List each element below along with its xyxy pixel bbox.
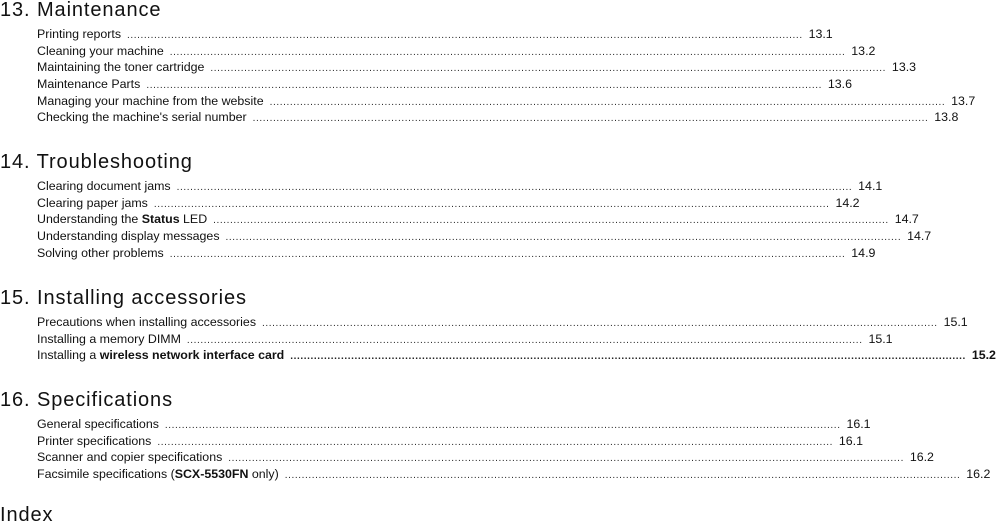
section-heading <box>0 0 161 20</box>
toc-entry[interactable] <box>37 93 976 110</box>
section-entries <box>0 314 996 364</box>
section-number: 13. <box>0 0 31 21</box>
toc-entry-label: Maintaining the toner cartridge <box>37 60 205 75</box>
dot-leader: ........................................................................................................................................................................................................ <box>252 113 929 125</box>
toc-entry[interactable] <box>37 433 863 450</box>
toc-entry-label: Clearing document jams <box>37 179 171 193</box>
dot-leader: ........................................................................................................................................................................................................ <box>176 182 853 193</box>
section-entries <box>0 178 932 261</box>
toc-entry-page: 13.8 <box>934 110 959 125</box>
section-title: Troubleshooting <box>36 151 193 173</box>
toc-entry-label: Printing reports <box>37 27 122 41</box>
dot-leader: ........................................................................................................................................................................................................ <box>262 318 938 329</box>
toc-entry-page: 15.1 <box>868 331 893 346</box>
dot-leader: ........................................................................................................................................................................................................ <box>153 198 830 210</box>
toc-entry-label: Clearing paper jams <box>37 195 148 210</box>
toc-entry-page: 14.7 <box>907 229 932 244</box>
label-part: only) <box>248 467 279 482</box>
dot-leader: ........................................................................................................................................................................................................ <box>157 436 833 448</box>
section-title: Installing accessories <box>36 287 247 309</box>
dot-leader: ........................................................................................................................................................................................................ <box>228 453 904 465</box>
section-title: Maintenance <box>36 0 162 21</box>
dot-leader: ........................................................................................................................................................................................................ <box>290 351 966 363</box>
toc-entry[interactable] <box>37 449 934 466</box>
label-bold-part: Status <box>141 212 180 227</box>
toc-entry-page: 14.9 <box>851 245 876 260</box>
section-title: Index <box>0 504 54 526</box>
dot-leader: ........................................................................................................................................................................................................ <box>213 215 889 227</box>
toc-entry[interactable] <box>37 59 917 76</box>
toc-entry-page: 16.1 <box>846 417 871 431</box>
toc-entry-label: Solving other problems <box>37 245 164 260</box>
toc-entry[interactable] <box>37 245 876 262</box>
toc-entry-page: 15.1 <box>943 315 968 329</box>
toc-entry[interactable] <box>37 211 919 228</box>
dot-leader: ........................................................................................................................................................................................................ <box>164 420 841 431</box>
toc-entry-page: 13.1 <box>808 27 833 41</box>
toc-entry[interactable] <box>37 416 871 433</box>
section-heading <box>0 152 193 172</box>
toc-entry[interactable] <box>37 76 852 93</box>
toc-entry-label <box>37 211 207 228</box>
toc-entry-label: Installing a memory DIMM <box>37 331 181 346</box>
toc-entry-page: 16.1 <box>838 433 863 448</box>
toc-entry-label <box>37 466 279 483</box>
toc-entry[interactable] <box>37 331 893 348</box>
toc-entry-label: Precautions when installing accessories <box>37 315 257 329</box>
section-heading <box>0 288 247 308</box>
toc-entry-label: Maintenance Parts <box>37 77 141 92</box>
toc-entry-label: Cleaning your machine <box>37 43 164 58</box>
toc-entry-page: 13.6 <box>827 77 852 92</box>
toc-entry-label: Checking the machine's serial number <box>37 110 247 125</box>
toc-entry-label: Printer specifications <box>37 433 152 448</box>
section-title: Specifications <box>36 389 173 411</box>
toc-entry[interactable] <box>37 195 860 212</box>
toc-entry[interactable] <box>37 466 991 483</box>
toc-entry-label: Scanner and copier specifications <box>37 450 223 465</box>
toc-entry-page: 14.2 <box>835 195 860 210</box>
toc-entry-label <box>37 347 284 364</box>
toc-entry[interactable] <box>37 43 876 60</box>
toc-entry[interactable] <box>37 228 932 245</box>
dot-leader: ........................................................................................................................................................................................................ <box>169 248 846 260</box>
dot-leader: ........................................................................................................................................................................................................ <box>169 46 846 58</box>
label-bold-part: wireless network interface card <box>99 348 285 363</box>
toc-entry-label: Understanding display messages <box>37 229 220 244</box>
toc-entry[interactable] <box>37 178 883 195</box>
toc-entry-label: Managing your machine from the website <box>37 93 264 108</box>
toc-entry-page: 16.2 <box>966 467 991 482</box>
dot-leader: ........................................................................................................................................................................................................ <box>127 30 803 41</box>
label-part: Facsimile specifications ( <box>37 467 175 482</box>
dot-leader: ........................................................................................................................................................................................................ <box>146 80 822 92</box>
section-number: 15. <box>0 287 31 309</box>
label-part: Understanding the <box>37 212 142 227</box>
section-heading[interactable] <box>0 505 53 525</box>
dot-leader: ........................................................................................................................................................................................................ <box>284 470 961 482</box>
toc-entry-page: 15.2 <box>971 348 996 363</box>
toc-entry-page: 14.1 <box>858 179 883 193</box>
dot-leader: ........................................................................................................................................................................................................ <box>210 63 887 75</box>
section-number: 16. <box>0 389 31 411</box>
section-number: 14. <box>0 151 31 173</box>
section-heading <box>0 390 173 410</box>
label-part: LED <box>179 212 208 227</box>
toc-entry-page: 14.7 <box>894 212 919 227</box>
toc-entry-page: 16.2 <box>909 450 934 465</box>
dot-leader: ........................................................................................................................................................................................................ <box>225 232 902 244</box>
toc-entry-page: 13.7 <box>951 93 976 108</box>
toc-entry[interactable] <box>37 26 833 43</box>
section-entries <box>0 416 991 483</box>
toc-entry[interactable] <box>37 109 959 126</box>
label-part: Installing a <box>37 348 100 363</box>
dot-leader: ........................................................................................................................................................................................................ <box>186 334 863 346</box>
toc-entry-page: 13.3 <box>891 60 917 75</box>
toc-entry-label: General specifications <box>37 417 159 431</box>
label-bold-part: SCX-5530FN <box>174 467 249 482</box>
section-entries <box>0 26 976 126</box>
dot-leader: ........................................................................................................................................................................................................ <box>269 96 946 108</box>
toc-entry[interactable] <box>37 347 996 364</box>
toc-entry[interactable] <box>37 314 968 331</box>
toc-entry-page: 13.2 <box>851 43 876 58</box>
